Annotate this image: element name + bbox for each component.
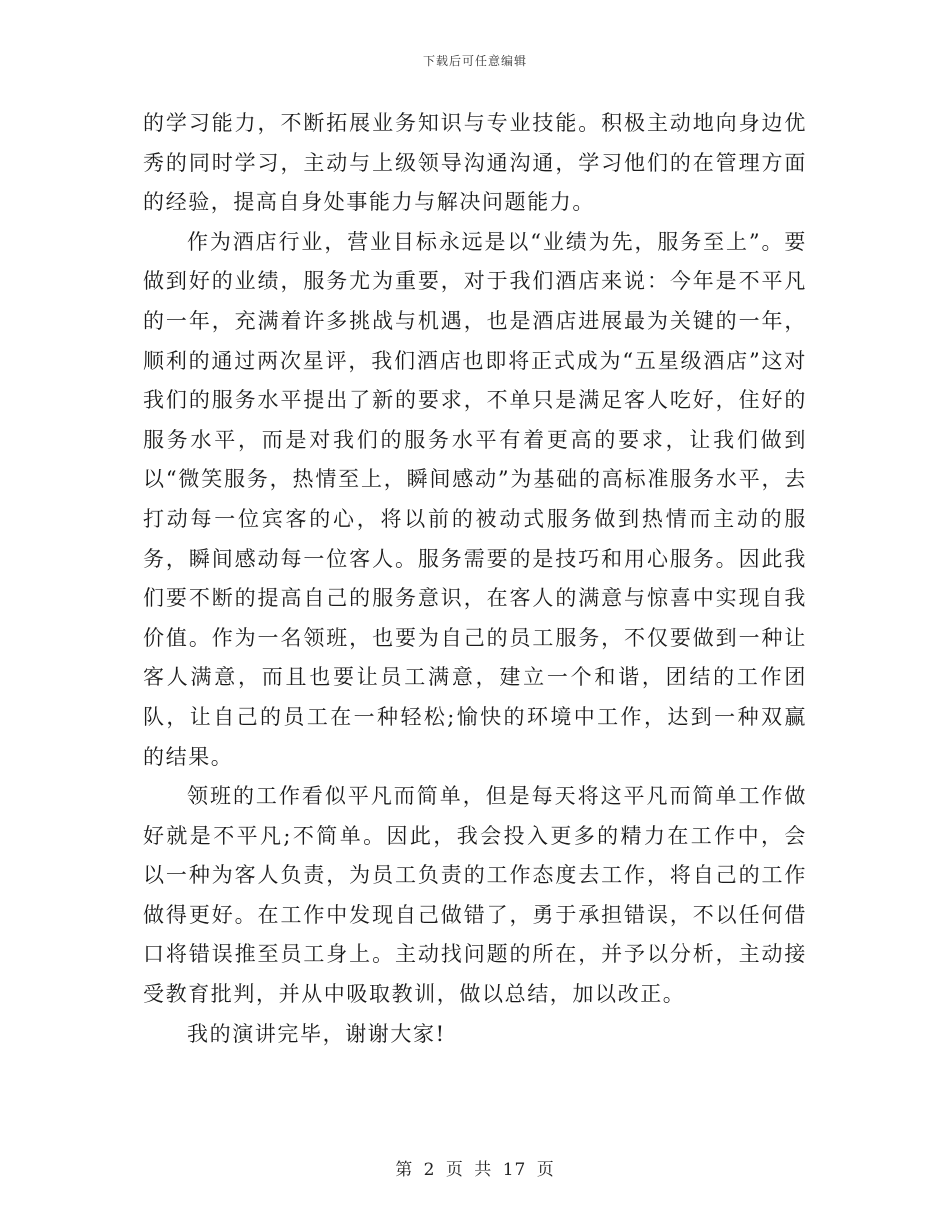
body-text	[143, 104, 807, 1054]
paragraph-closing: 我的演讲完毕，谢谢大家!	[187, 1021, 446, 1046]
paragraph-service: 作为酒店行业，营业目标永远是以“业绩为先，服务至上”。要做到好的业绩，服务尤为重要，对于我们酒店来说：今年是不平凡的一年，充满着许多挑战与机遇，也是酒店进展最为关键的一年，顺利的通过两次星评，我们酒店也即将正式成为“五星级酒店”这对我们的服务水平提出了新的要求，不单只是满足客人吃好，住好的服务水平，而是对我们的服务水平有着更高的要求，让我们做到以“微笑服务，热情至上，瞬间感动”为基础的高标准服务水平，去打动每一位宾客的心，将以前的被动式服务做到热情而主动的服务，瞬间感动每一位客人。服务需要的是技巧和用心服务。因此我们要不断的提高自己的服务意识，在客人的满意与惊喜中实现自我价值。作为一名领班，也要为自己的员工服务，不仅要做到一种让客人满意，而且也要让员工满意，建立一个和谐，团结的工作团队，让自己的员工在一种轻松;愉快的环境中工作，达到一种双赢的结果。	[143, 229, 807, 769]
page-header: 下载后可任意编辑	[422, 54, 527, 68]
paragraph-continuation: 的学习能力，不断拓展业务知识与专业技能。积极主动地向身边优秀的同时学习，主动与上级领导沟通沟通，学习他们的在管理方面的经验，提高自身处事能力与解决问题能力。	[143, 111, 807, 215]
paragraph-supervisor-work: 领班的工作看似平凡而简单，但是每天将这平凡而简单工作做好就是不平凡;不简单。因此，我会投入更多的精力在工作中，会以一种为客人负责，为员工负责的工作态度去工作，将自己的工作做得更好。在工作中发现自己做错了，勇于承担错误，不以任何借口将错误推至员工身上。主动找问题的所在，并予以分析，主动接受教育批判，并从中吸取教训，做以总结，加以改正。	[143, 784, 807, 1007]
page-number-footer: 第 2 页 共 17 页	[395, 1160, 555, 1180]
